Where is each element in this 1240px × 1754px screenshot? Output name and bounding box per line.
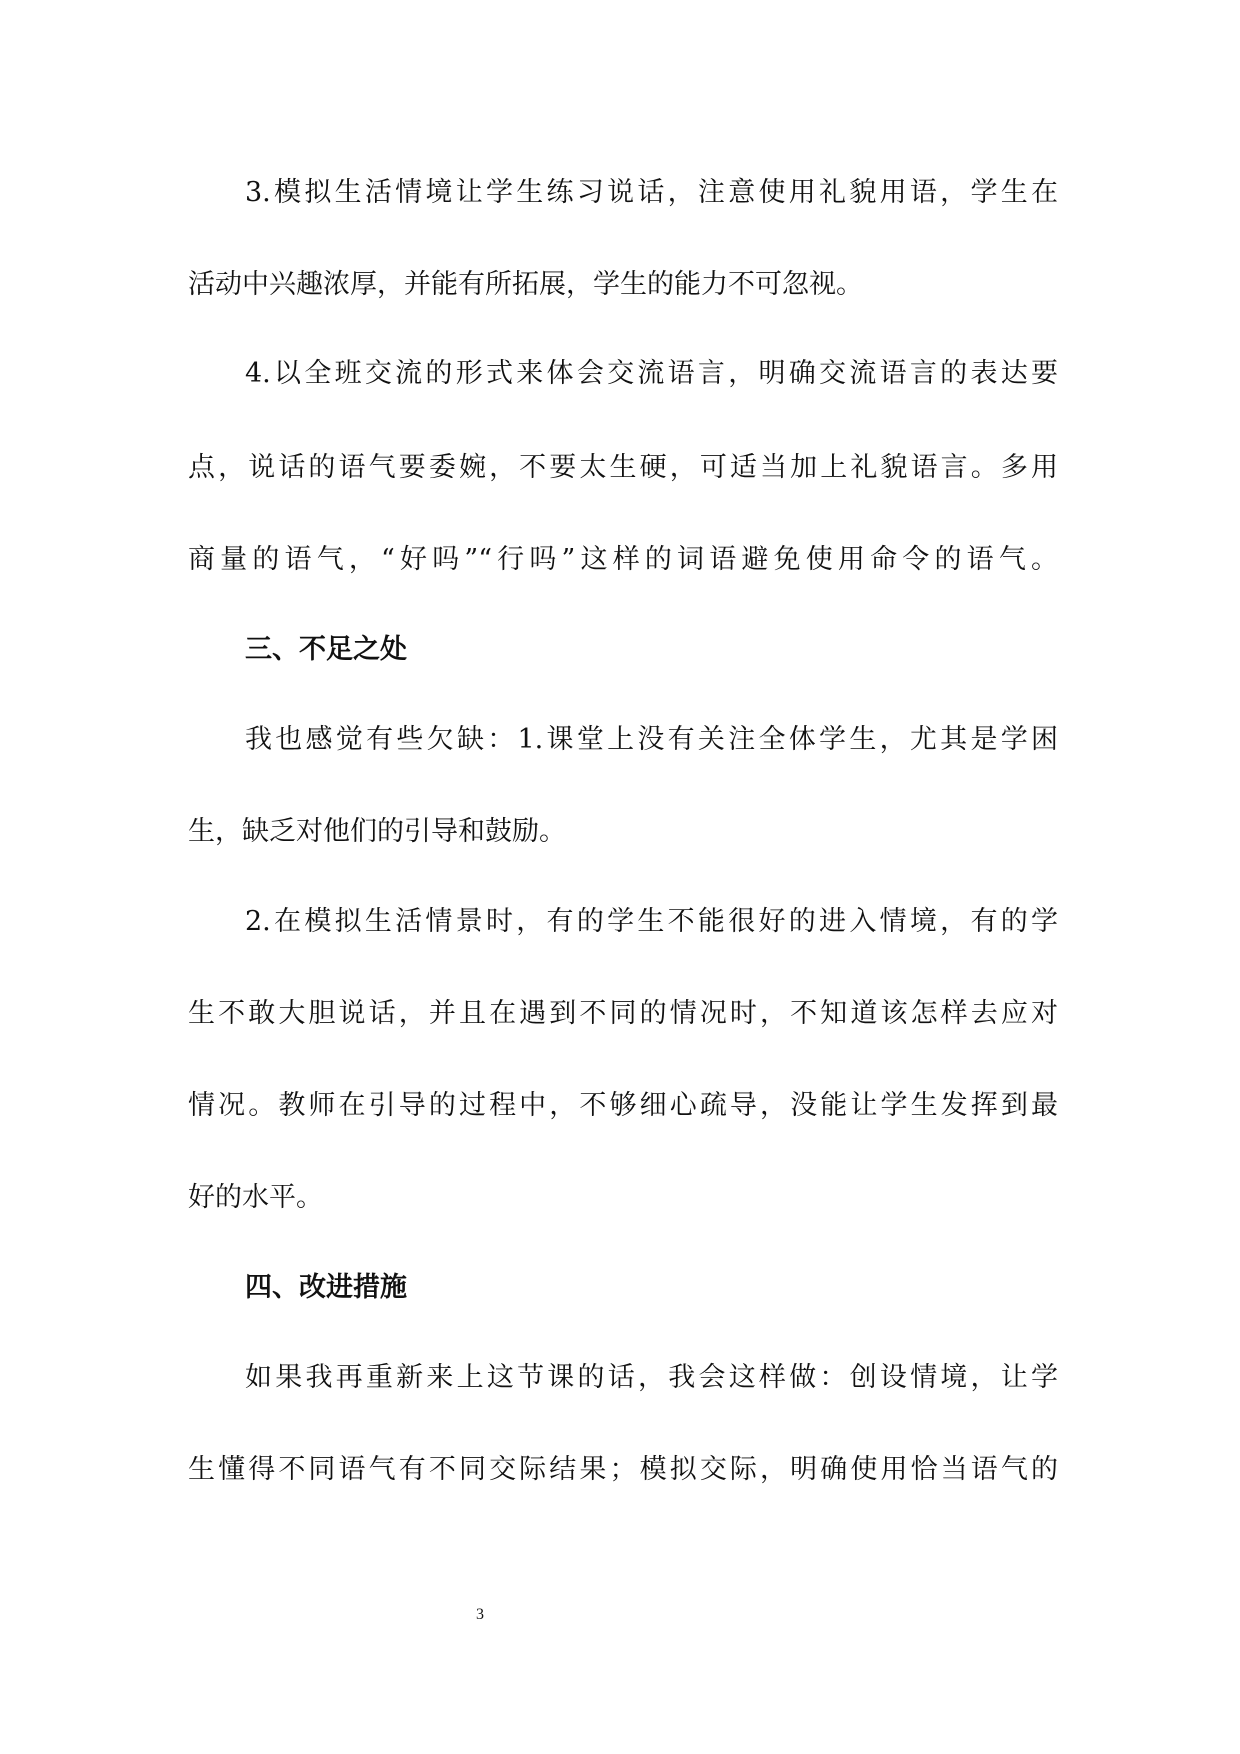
paragraph-line: 4.以全班交流的形式来体会交流语言，明确交流语言的表达要 bbox=[245, 358, 1058, 389]
section-heading: 三、不足之处 bbox=[245, 634, 407, 665]
paragraph-line: 生不敢大胆说话，并且在遇到不同的情况时，不知道该怎样去应对 bbox=[188, 998, 1058, 1029]
paragraph-line: 好的水平。 bbox=[188, 1182, 323, 1213]
paragraph-line: 我也感觉有些欠缺：1.课堂上没有关注全体学生，尤其是学困 bbox=[245, 724, 1058, 755]
paragraph-line: 生懂得不同语气有不同交际结果；模拟交际，明确使用恰当语气的 bbox=[188, 1454, 1058, 1485]
paragraph-line: 点，说话的语气要委婉，不要太生硬，可适当加上礼貌语言。多用 bbox=[188, 452, 1058, 483]
section-heading: 四、改进措施 bbox=[245, 1272, 407, 1303]
paragraph-line: 商量的语气，“好吗”“行吗”这样的词语避免使用命令的语气。 bbox=[188, 544, 1058, 575]
paragraph-line: 如果我再重新来上这节课的话，我会这样做：创设情境，让学 bbox=[245, 1362, 1058, 1393]
paragraph-line: 3.模拟生活情境让学生练习说话，注意使用礼貌用语，学生在 bbox=[245, 177, 1058, 208]
paragraph-line: 活动中兴趣浓厚，并能有所拓展，学生的能力不可忽视。 bbox=[188, 269, 863, 300]
paragraph-line: 生，缺乏对他们的引导和鼓励。 bbox=[188, 816, 566, 847]
paragraph-line: 2.在模拟生活情景时，有的学生不能很好的进入情境，有的学 bbox=[245, 906, 1058, 937]
page-number: 3 bbox=[476, 1606, 484, 1623]
paragraph-line: 情况。教师在引导的过程中，不够细心疏导，没能让学生发挥到最 bbox=[188, 1090, 1058, 1121]
